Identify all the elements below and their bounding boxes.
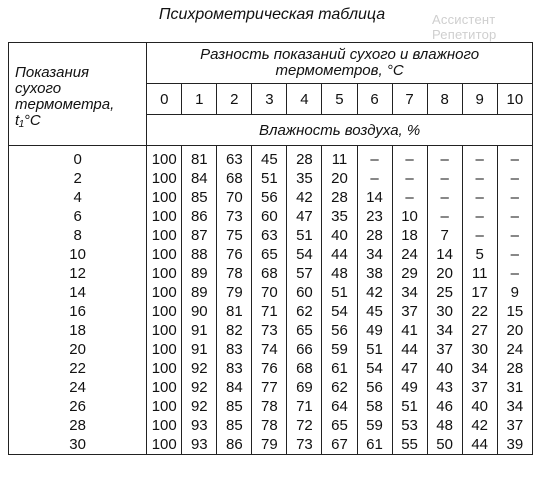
humidity-cell: 55 [392, 435, 427, 455]
difference-header-cell: 6 [357, 84, 392, 115]
humidity-cell: 40 [462, 397, 497, 416]
difference-group-header [147, 43, 533, 84]
humidity-cell: 45 [357, 302, 392, 321]
table-row [9, 146, 533, 170]
psychrometric-table [8, 42, 533, 455]
humidity-cell: – [392, 146, 427, 170]
humidity-cell: 59 [322, 340, 357, 359]
humidity-cell: 54 [287, 245, 322, 264]
humidity-cell: 48 [427, 416, 462, 435]
left-label-line: Показания [15, 64, 90, 81]
humidity-cell: – [427, 146, 462, 170]
humidity-cell: 73 [287, 435, 322, 455]
humidity-cell: 44 [322, 245, 357, 264]
humidity-cell: 91 [182, 321, 217, 340]
humidity-cell: 60 [252, 207, 287, 226]
humidity-cell: 65 [322, 416, 357, 435]
humidity-cell: – [497, 245, 532, 264]
humidity-cell: 56 [322, 321, 357, 340]
humidity-cell: 35 [287, 169, 322, 188]
humidity-cell: 61 [322, 359, 357, 378]
humidity-cell: 46 [427, 397, 462, 416]
humidity-cell: 49 [357, 321, 392, 340]
humidity-cell: 78 [217, 264, 252, 283]
humidity-cell: 75 [217, 226, 252, 245]
humidity-cell: 100 [147, 359, 182, 378]
humidity-cell: 34 [392, 283, 427, 302]
humidity-cell: 40 [322, 226, 357, 245]
humidity-cell: 79 [252, 435, 287, 455]
humidity-cell: 78 [252, 416, 287, 435]
humidity-cell: 65 [252, 245, 287, 264]
humidity-cell: 84 [182, 169, 217, 188]
temperature-cell: 18 [9, 321, 147, 340]
humidity-cell: 92 [182, 397, 217, 416]
humidity-cell: 44 [462, 435, 497, 455]
temperature-cell: 4 [9, 188, 147, 207]
humidity-cell: – [357, 146, 392, 170]
humidity-cell: 44 [392, 340, 427, 359]
left-label-line: t₁°C [15, 112, 41, 129]
table-row [9, 226, 533, 245]
left-label-line: термометра, [15, 96, 115, 113]
humidity-cell: 100 [147, 207, 182, 226]
humidity-cell: 31 [497, 378, 532, 397]
humidity-cell: 63 [217, 146, 252, 170]
humidity-cell: 41 [392, 321, 427, 340]
humidity-cell: 89 [182, 283, 217, 302]
humidity-cell: 79 [217, 283, 252, 302]
humidity-cell: 50 [427, 435, 462, 455]
humidity-cell: 62 [322, 378, 357, 397]
humidity-cell: 81 [182, 146, 217, 170]
table-row [9, 416, 533, 435]
table-row [9, 207, 533, 226]
temperature-cell: 14 [9, 283, 147, 302]
humidity-cell: 62 [287, 302, 322, 321]
table-title: Психрометрическая таблица [158, 6, 386, 23]
humidity-cell: 100 [147, 397, 182, 416]
humidity-cell: – [427, 188, 462, 207]
table-row [9, 169, 533, 188]
left-label-line: сухого [15, 80, 62, 97]
humidity-cell: 34 [427, 321, 462, 340]
humidity-cell: 73 [252, 321, 287, 340]
humidity-cell: 92 [182, 378, 217, 397]
humidity-cell: 11 [462, 264, 497, 283]
table-row [9, 188, 533, 207]
humidity-cell: 51 [252, 169, 287, 188]
temperature-cell: 24 [9, 378, 147, 397]
difference-header-cell: 3 [252, 84, 287, 115]
humidity-cell: 53 [392, 416, 427, 435]
humidity-cell: – [462, 146, 497, 170]
humidity-cell: 68 [217, 169, 252, 188]
humidity-cell: 17 [462, 283, 497, 302]
table-row [9, 302, 533, 321]
humidity-cell: 70 [252, 283, 287, 302]
humidity-cell: 28 [322, 188, 357, 207]
humidity-cell: 51 [287, 226, 322, 245]
humidity-cell: 100 [147, 146, 182, 170]
humidity-cell: 14 [357, 188, 392, 207]
humidity-cell: 77 [252, 378, 287, 397]
humidity-cell: 66 [287, 340, 322, 359]
humidity-cell: 10 [392, 207, 427, 226]
humidity-cell: 29 [392, 264, 427, 283]
table-row [9, 359, 533, 378]
temperature-cell: 6 [9, 207, 147, 226]
humidity-cell: 76 [252, 359, 287, 378]
humidity-cell: – [497, 207, 532, 226]
humidity-cell: – [497, 226, 532, 245]
humidity-cell: 100 [147, 378, 182, 397]
humidity-cell: 58 [357, 397, 392, 416]
humidity-cell: 73 [217, 207, 252, 226]
humidity-cell: 93 [182, 416, 217, 435]
table-body [9, 146, 533, 455]
table-row [9, 435, 533, 455]
humidity-cell: – [497, 146, 532, 170]
humidity-cell: 54 [357, 359, 392, 378]
temperature-cell: 12 [9, 264, 147, 283]
temperature-cell: 16 [9, 302, 147, 321]
humidity-cell: 85 [217, 397, 252, 416]
humidity-cell: 51 [322, 283, 357, 302]
humidity-cell: 38 [357, 264, 392, 283]
humidity-cell: 22 [462, 302, 497, 321]
humidity-cell: 63 [252, 226, 287, 245]
humidity-cell: 37 [392, 302, 427, 321]
humidity-cell: 37 [462, 378, 497, 397]
humidity-cell: 90 [182, 302, 217, 321]
temperature-cell: 28 [9, 416, 147, 435]
humidity-cell: 100 [147, 340, 182, 359]
difference-header-cell: 7 [392, 84, 427, 115]
humidity-cell: 54 [322, 302, 357, 321]
humidity-cell: 27 [462, 321, 497, 340]
humidity-cell: 28 [497, 359, 532, 378]
difference-header-cell: 0 [147, 84, 182, 115]
humidity-cell: 51 [357, 340, 392, 359]
humidity-cell: 84 [217, 378, 252, 397]
humidity-cell: 72 [287, 416, 322, 435]
humidity-cell: 9 [497, 283, 532, 302]
table-row [9, 283, 533, 302]
humidity-cell: 86 [182, 207, 217, 226]
humidity-cell: 56 [357, 378, 392, 397]
humidity-cell: 70 [217, 188, 252, 207]
humidity-cell: 20 [427, 264, 462, 283]
humidity-cell: 81 [217, 302, 252, 321]
humidity-cell: 65 [287, 321, 322, 340]
humidity-cell: 23 [357, 207, 392, 226]
table-row [9, 245, 533, 264]
humidity-cell: – [462, 169, 497, 188]
humidity-cell: 67 [322, 435, 357, 455]
humidity-cell: 92 [182, 359, 217, 378]
dry-thermometer-header [9, 43, 147, 146]
humidity-cell: – [497, 169, 532, 188]
difference-header-cell: 5 [322, 84, 357, 115]
humidity-cell: 76 [217, 245, 252, 264]
humidity-cell: 11 [322, 146, 357, 170]
humidity-cell: 100 [147, 188, 182, 207]
humidity-cell: 78 [252, 397, 287, 416]
humidity-cell: 100 [147, 321, 182, 340]
group-label-line: Разность показаний сухого и влажного [200, 46, 480, 63]
humidity-cell: 43 [427, 378, 462, 397]
temperature-cell: 10 [9, 245, 147, 264]
table-row [9, 397, 533, 416]
humidity-cell: 40 [427, 359, 462, 378]
humidity-cell: 57 [287, 264, 322, 283]
humidity-cell: – [462, 207, 497, 226]
humidity-cell: 61 [357, 435, 392, 455]
humidity-cell: 37 [427, 340, 462, 359]
humidity-cell: 100 [147, 245, 182, 264]
humidity-cell: 100 [147, 302, 182, 321]
table-row [9, 378, 533, 397]
temperature-cell: 0 [9, 146, 147, 170]
humidity-cell: 37 [497, 416, 532, 435]
difference-header-cell: 10 [497, 84, 532, 115]
group-label-line: термометров, °C [275, 62, 404, 79]
humidity-cell: – [427, 207, 462, 226]
humidity-cell: 74 [252, 340, 287, 359]
humidity-cell: 28 [287, 146, 322, 170]
temperature-cell: 8 [9, 226, 147, 245]
difference-header-cell: 2 [217, 84, 252, 115]
humidity-cell: 59 [357, 416, 392, 435]
humidity-cell: 34 [497, 397, 532, 416]
humidity-cell: 35 [322, 207, 357, 226]
humidity-cell: 34 [462, 359, 497, 378]
temperature-cell: 30 [9, 435, 147, 455]
humidity-cell: 7 [427, 226, 462, 245]
humidity-cell: 30 [462, 340, 497, 359]
difference-header-cell: 8 [427, 84, 462, 115]
humidity-cell: – [392, 188, 427, 207]
humidity-cell: 18 [392, 226, 427, 245]
humidity-cell: 39 [497, 435, 532, 455]
humidity-cell: 15 [497, 302, 532, 321]
humidity-cell: 85 [182, 188, 217, 207]
humidity-cell: 42 [462, 416, 497, 435]
watermark: Ассистент Репетитор [432, 12, 497, 42]
humidity-cell: 93 [182, 435, 217, 455]
humidity-cell: 42 [287, 188, 322, 207]
humidity-cell: 60 [287, 283, 322, 302]
humidity-cell: – [462, 226, 497, 245]
humidity-cell: 85 [217, 416, 252, 435]
humidity-cell: 64 [322, 397, 357, 416]
humidity-cell: 5 [462, 245, 497, 264]
humidity-cell: 25 [427, 283, 462, 302]
humidity-cell: 100 [147, 226, 182, 245]
humidity-cell: 100 [147, 169, 182, 188]
table-row [9, 321, 533, 340]
humidity-header: Влажность воздуха, % [147, 115, 533, 146]
humidity-cell: 20 [322, 169, 357, 188]
humidity-cell: 88 [182, 245, 217, 264]
humidity-cell: – [392, 169, 427, 188]
humidity-cell: 83 [217, 340, 252, 359]
humidity-cell: 91 [182, 340, 217, 359]
humidity-cell: 100 [147, 264, 182, 283]
humidity-cell: 34 [357, 245, 392, 264]
humidity-cell: 47 [287, 207, 322, 226]
humidity-cell: 68 [252, 264, 287, 283]
difference-header-cell: 9 [462, 84, 497, 115]
humidity-cell: 47 [392, 359, 427, 378]
humidity-cell: 28 [357, 226, 392, 245]
humidity-cell: – [462, 188, 497, 207]
difference-header-cell: 4 [287, 84, 322, 115]
humidity-cell: 71 [287, 397, 322, 416]
humidity-cell: 45 [252, 146, 287, 170]
humidity-cell: 100 [147, 435, 182, 455]
temperature-cell: 20 [9, 340, 147, 359]
humidity-cell: 51 [392, 397, 427, 416]
table-row [9, 264, 533, 283]
humidity-cell: 48 [322, 264, 357, 283]
temperature-cell: 22 [9, 359, 147, 378]
humidity-cell: 100 [147, 416, 182, 435]
humidity-cell: 86 [217, 435, 252, 455]
humidity-cell: 100 [147, 283, 182, 302]
humidity-cell: 24 [392, 245, 427, 264]
humidity-cell: 30 [427, 302, 462, 321]
difference-header-cell: 1 [182, 84, 217, 115]
humidity-cell: 71 [252, 302, 287, 321]
humidity-cell: – [497, 188, 532, 207]
humidity-cell: 24 [497, 340, 532, 359]
humidity-cell: – [427, 169, 462, 188]
humidity-cell: 82 [217, 321, 252, 340]
temperature-cell: 2 [9, 169, 147, 188]
humidity-cell: 20 [497, 321, 532, 340]
humidity-cell: 56 [252, 188, 287, 207]
temperature-cell: 26 [9, 397, 147, 416]
humidity-cell: – [357, 169, 392, 188]
humidity-cell: 83 [217, 359, 252, 378]
humidity-cell: 89 [182, 264, 217, 283]
table-row [9, 340, 533, 359]
humidity-cell: 68 [287, 359, 322, 378]
humidity-cell: – [497, 264, 532, 283]
humidity-cell: 49 [392, 378, 427, 397]
humidity-cell: 14 [427, 245, 462, 264]
humidity-cell: 87 [182, 226, 217, 245]
humidity-cell: 69 [287, 378, 322, 397]
humidity-cell: 42 [357, 283, 392, 302]
